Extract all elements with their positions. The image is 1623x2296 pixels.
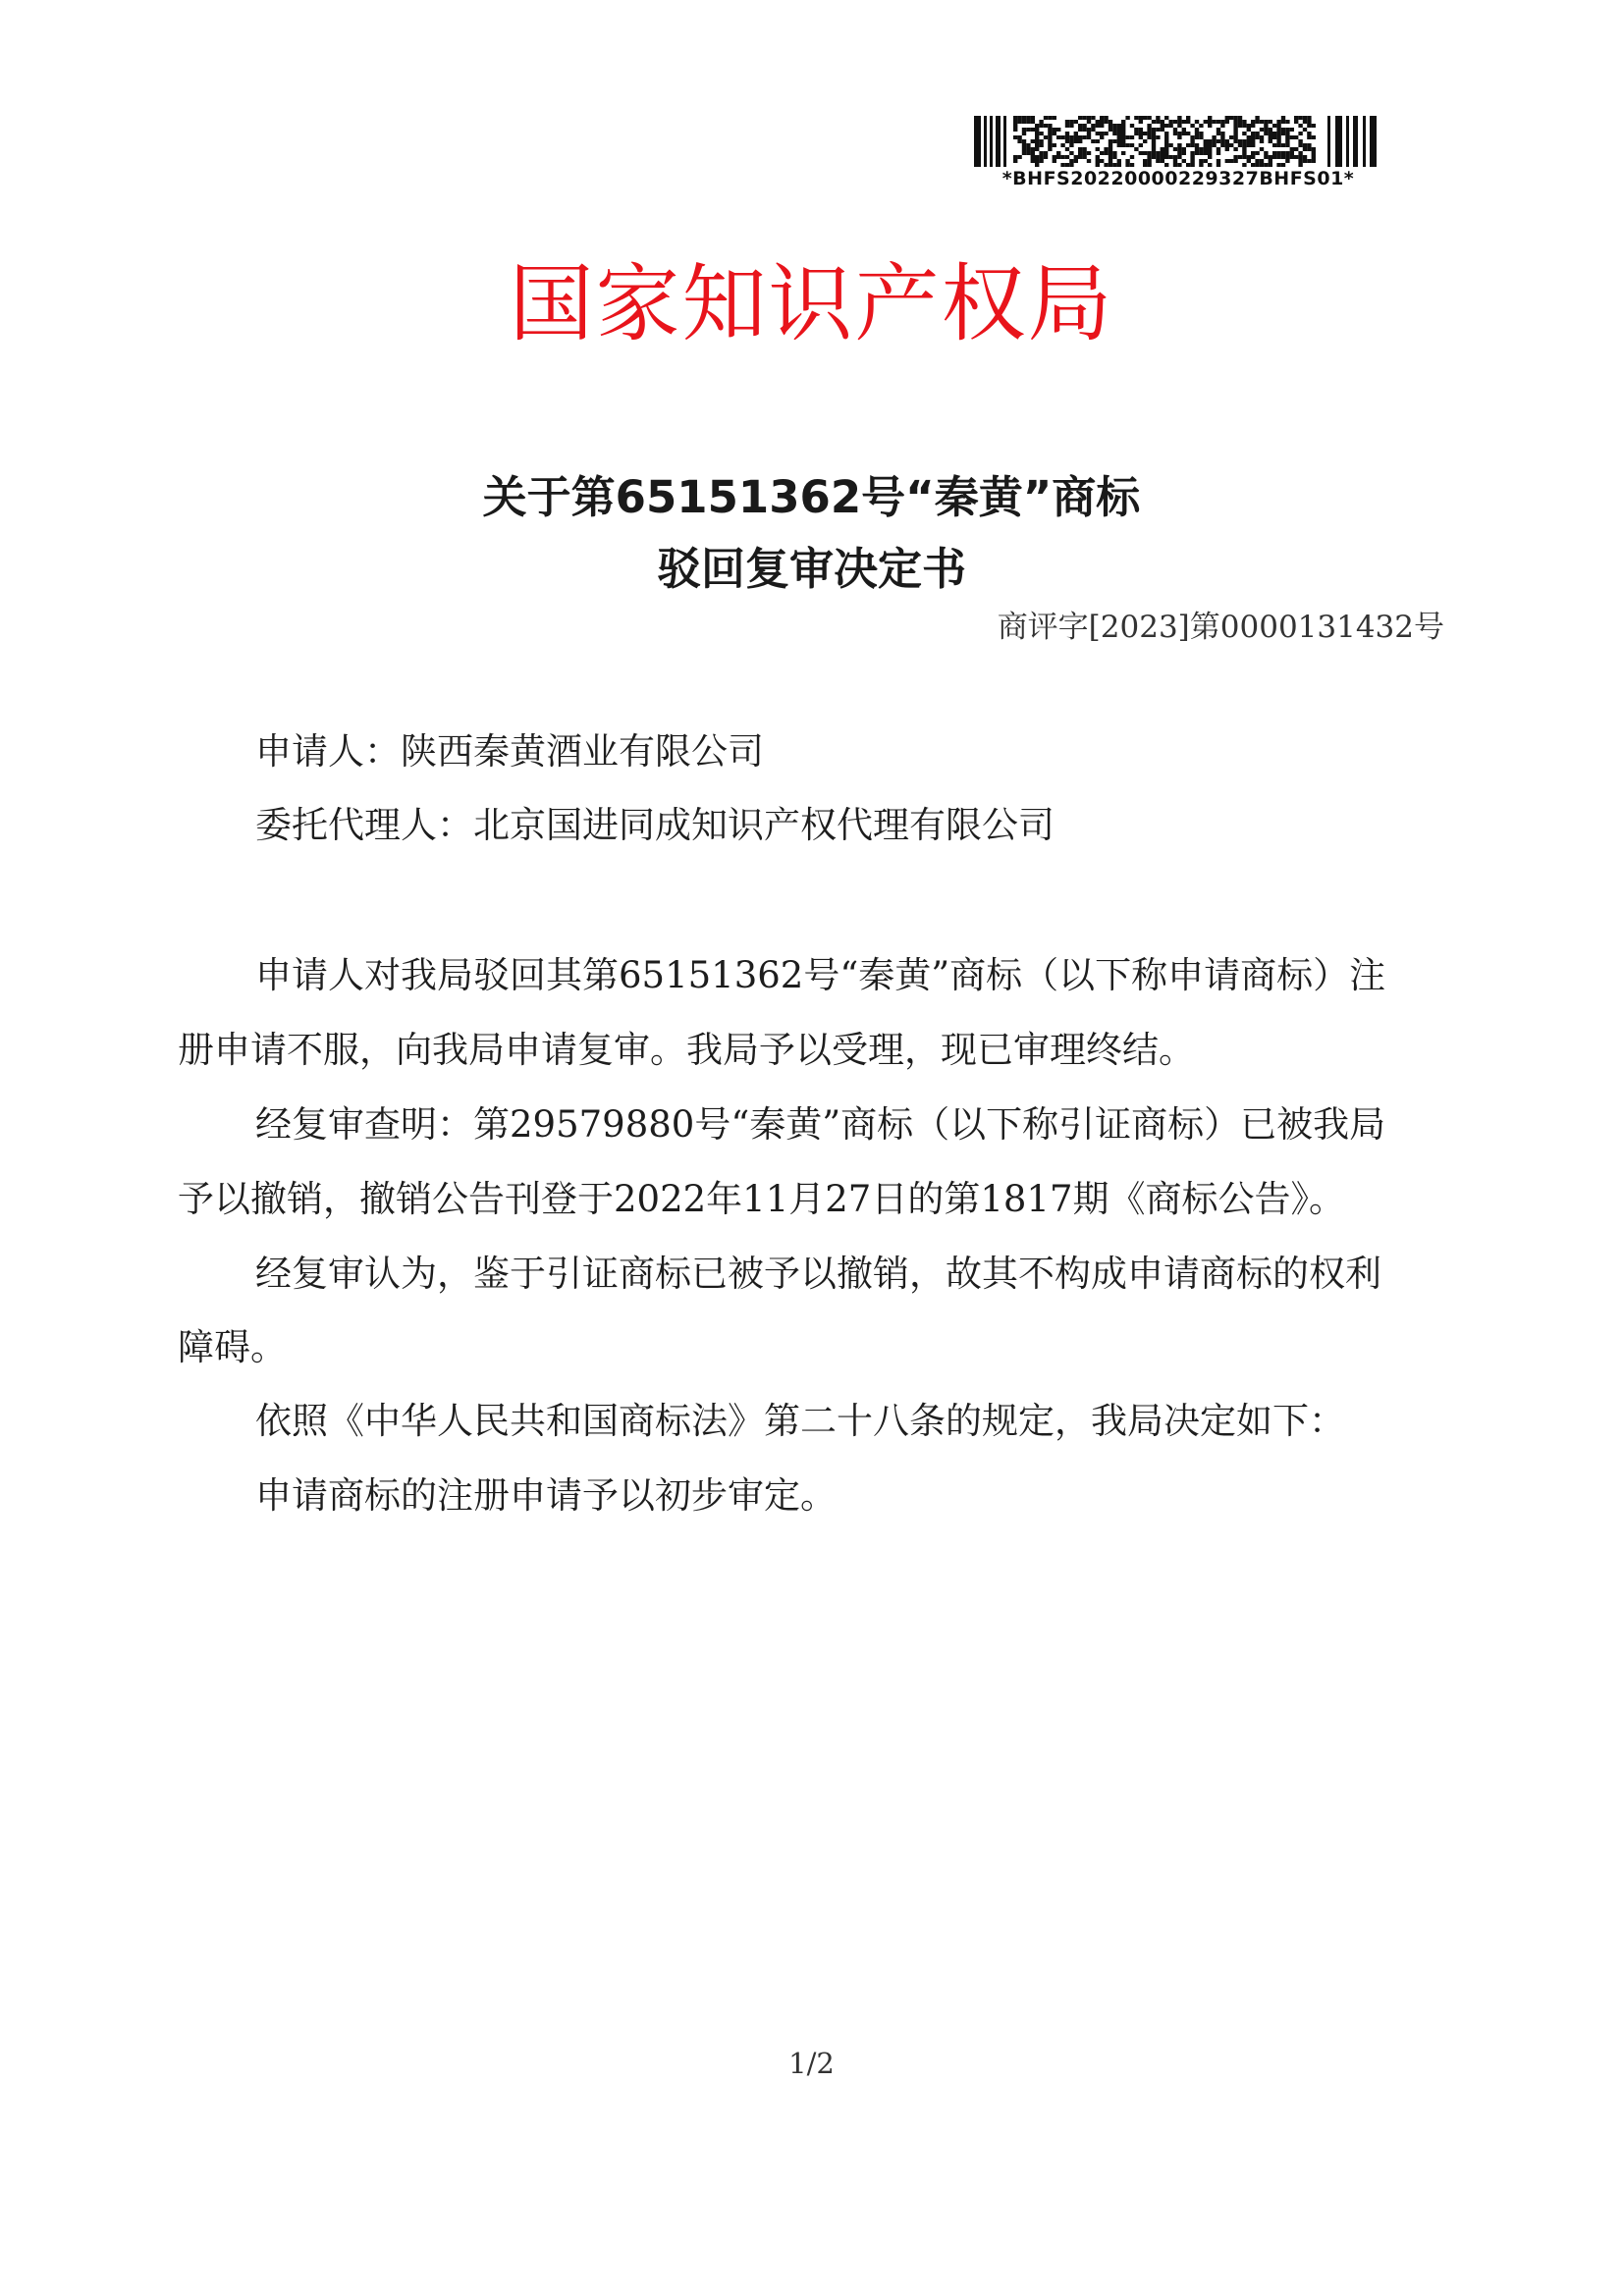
document-barcode bbox=[962, 116, 1394, 194]
paragraph-4: 依照《中华人民共和国商标法》第二十八条的规定，我局决定如下： bbox=[255, 1400, 1345, 1442]
paragraph-2-line-1: 经复审查明：第29579880号“秦黄”商标（以下称引证商标）已被我局 bbox=[255, 1103, 1386, 1146]
paragraph-5: 申请商标的注册申请予以初步审定。 bbox=[255, 1474, 837, 1517]
issuing-authority: 国家知识产权局 bbox=[509, 255, 1114, 353]
document-title-line-2: 驳回复审决定书 bbox=[656, 543, 966, 595]
barcode-text: *BHFS20220000229327BHFS01* bbox=[1001, 168, 1355, 189]
document-title-line-1: 关于第65151362号“秦黄”商标 bbox=[482, 471, 1141, 523]
page-number: 1/2 bbox=[788, 2047, 835, 2080]
barcode-image bbox=[974, 116, 1377, 167]
paragraph-2-line-2: 予以撤销，撤销公告刊登于2022年11月27日的第1817期《商标公告》。 bbox=[178, 1178, 1345, 1220]
paragraph-3-line-2: 障碍。 bbox=[178, 1326, 287, 1368]
paragraph-1-line-2: 册申请不服，向我局申请复审。我局予以受理，现已审理终结。 bbox=[178, 1029, 1195, 1071]
applicant-line: 申请人：陕西秦黄酒业有限公司 bbox=[255, 730, 764, 773]
agent-line: 委托代理人：北京国进同成知识产权代理有限公司 bbox=[255, 804, 1055, 846]
document-number: 商评字[2023]第0000131432号 bbox=[997, 610, 1444, 645]
paragraph-1-line-1: 申请人对我局驳回其第65151362号“秦黄”商标（以下称申请商标）注 bbox=[255, 954, 1386, 996]
paragraph-3-line-1: 经复审认为，鉴于引证商标已被予以撤销，故其不构成申请商标的权利 bbox=[255, 1253, 1381, 1295]
